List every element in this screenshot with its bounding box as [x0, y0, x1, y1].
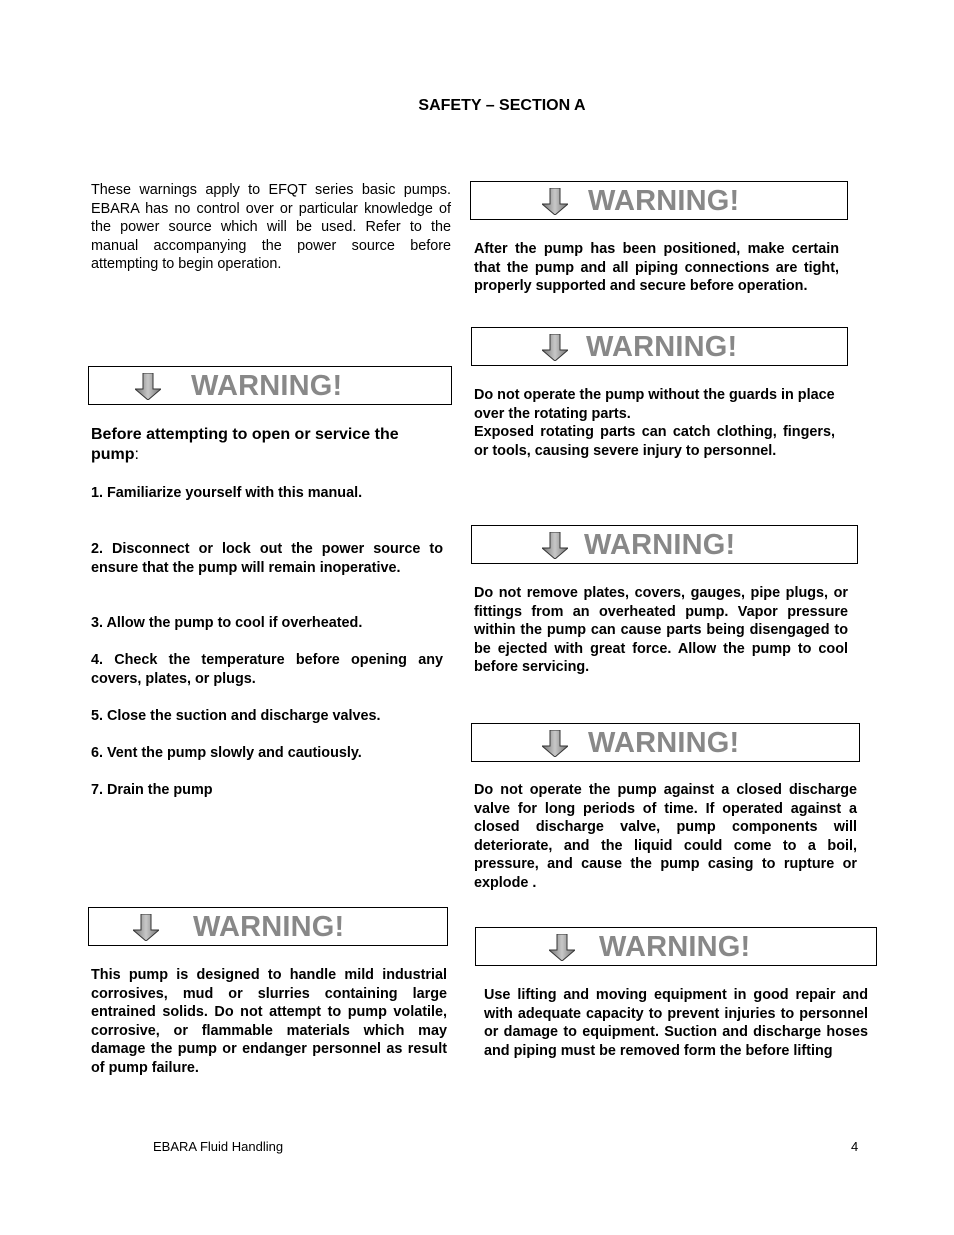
service-step: 5. Close the suction and discharge valves.	[91, 708, 381, 724]
service-step: 2. Disconnect or lock out the power source to ensure that the pump will remain inoperative.	[91, 541, 443, 576]
service-step: 1. Familiarize yourself with this manual.	[91, 485, 363, 501]
warning-label: WARNING!	[586, 331, 738, 363]
warning-label: WARNING!	[584, 529, 736, 561]
warning-label: WARNING!	[588, 727, 740, 759]
corrosives-warning-text: This pump is designed to handle mild industrial corrosives, mud or slurries containing large entrained solids. Do not attempt to pump volatile, corrosive, or flammable materials which may damage the pump or endanger personnel as result of pump failure.	[91, 967, 447, 1076]
intro-paragraph: These warnings apply to EFQT series basic pumps. EBARA has no control over or particular knowledge of the power source which will be used. Refer to the manual accompanying the power source before attempting to begin operation.	[91, 182, 451, 273]
guards-warning-line2: Exposed rotating parts can catch clothing, fingers, or tools, causing severe injury to personnel.	[474, 424, 835, 459]
service-step: 4. Check the temperature before opening any covers, plates, or plugs.	[91, 652, 443, 687]
service-step: 3. Allow the pump to cool if overheated.	[91, 615, 363, 631]
service-step: 7. Drain the pump	[91, 782, 213, 798]
page-number: 4	[851, 1139, 859, 1154]
warning-box-corrosives	[88, 907, 448, 946]
guards-warning-line1: Do not operate the pump without the guards in place over the rotating parts.	[474, 387, 835, 422]
closed-valve-warning-text: Do not operate the pump against a closed discharge valve for long periods of time. If operated against a closed discharge valve, pump components will deteriorate, and the liquid could come to a boil, pressure, and cause the pump casing to rupture or explode .	[474, 782, 857, 891]
guards-warning-text	[474, 386, 835, 460]
footer-company: EBARA Fluid Handling	[153, 1139, 284, 1154]
down-arrow-icon	[542, 334, 568, 361]
warning-box-guards	[471, 327, 848, 366]
service-heading: Before attempting to open or service the pump:	[91, 426, 399, 463]
warning-label: WARNING!	[599, 931, 751, 963]
page-title: SAFETY – SECTION A	[418, 97, 586, 114]
down-arrow-icon	[542, 730, 568, 757]
warning-label: WARNING!	[193, 911, 345, 943]
down-arrow-icon	[133, 914, 159, 941]
down-arrow-icon	[549, 934, 575, 961]
lifting-warning-text: Use lifting and moving equipment in good repair and with adequate capacity to prevent injuries to personnel or damage to equipment. Suction and discharge hoses and piping must be removed form the before lifting	[484, 987, 868, 1059]
down-arrow-icon	[135, 373, 161, 400]
warning-box-positioning	[470, 181, 848, 220]
warning-box-overheated	[471, 525, 858, 564]
down-arrow-icon	[542, 532, 568, 559]
warning-label: WARNING!	[191, 370, 343, 402]
warning-label: WARNING!	[588, 185, 740, 217]
warning-box-service	[88, 366, 452, 405]
service-step: 6. Vent the pump slowly and cautiously.	[91, 745, 362, 761]
warning-box-closed-valve	[471, 723, 860, 762]
down-arrow-icon	[542, 188, 568, 215]
overheated-warning-text: Do not remove plates, covers, gauges, pipe plugs, or fittings from an overheated pump. Vapor pressure within the pump can cause parts being disengaged to be ejected with great force. Allow the pump to cool before servicing.	[474, 585, 848, 676]
warning-box-lifting	[475, 927, 877, 966]
positioning-warning-text: After the pump has been positioned, make certain that the pump and all piping connections are tight, properly supported and secure before operation.	[474, 241, 839, 295]
